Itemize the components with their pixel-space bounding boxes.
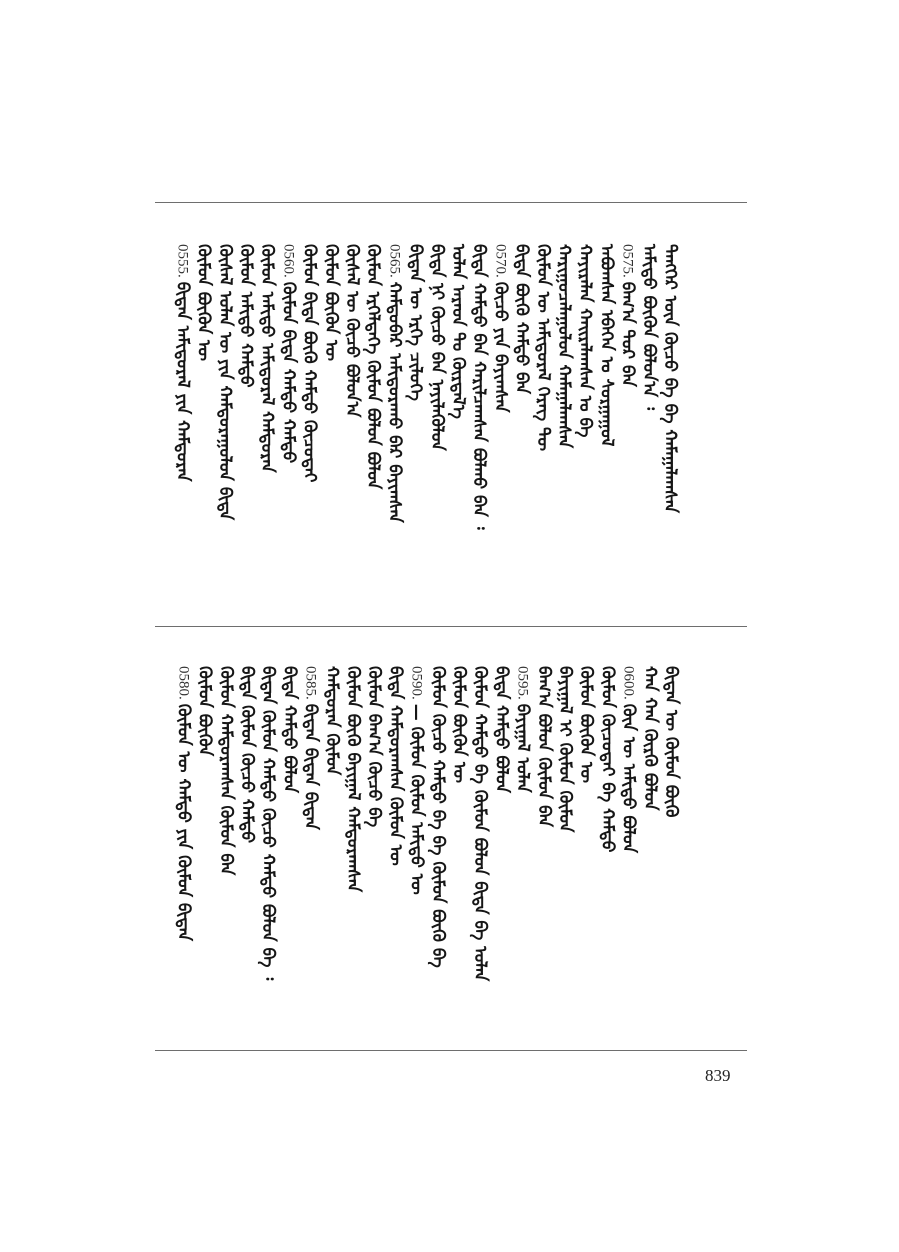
- verse-text: ᠬᠦᠮᠦᠨ ᠠᠮᠢᠳᠤ ᠠᠮᠢᠳᠤᠷᠠᠯ ᠬᠠᠮᠲᠤᠷᠠᠨ: [257, 244, 278, 473]
- line-number: 0590.: [408, 666, 425, 700]
- verse-text: ᠤᠯᠠᠨ ᠠᠷᠠᠳ ᠲᠤ ᠬᠦᠷᠲᠡᠯ᠎ᠡ: [448, 244, 468, 419]
- verse-text: ᠪᠠᠭ᠎ᠠ ᠳᠤᠷ ᠪᠠᠨ: [617, 281, 638, 387]
- verse-text: ᠬᠦᠮᠦᠨ ᠡᠷᠭᠡᠯᠳᠡᠭᠡ ᠬᠦᠮᠦᠨ ᠪᠣᠯᠤᠨ ᠪᠣᠯᠤᠨ: [363, 244, 384, 490]
- verse-text: ᠬᠠᠮᠲᠤᠪᠠᠷ ᠠᠮᠢᠳᠤᠷᠠᠬᠤ ᠪᠠᠷ ᠪᠠᠶᠢᠭᠰᠠᠨ: [384, 281, 405, 523]
- verse-text: ᠬᠦᠮᠦᠨ ᠪᠦᠬᠦᠨ ᠦ: [576, 666, 597, 784]
- verse-text: ᠪᠢᠳᠡ ᠪᠦᠬᠦ ᠬᠠᠮᠲᠤ ᠪᠡᠨ: [511, 244, 532, 394]
- verse-text: ᠪᠢᠳᠡᠨ ᠠᠮᠢᠳᠤᠷᠠᠯ ᠶᠢᠨ ᠬᠠᠮᠲᠤᠷᠠᠨ: [172, 281, 193, 482]
- middle-rule: [155, 626, 747, 627]
- verse-text: ᠬᠦᠨ ᠦ ᠠᠮᠢᠳᠤ ᠪᠣᠯᠣᠨ: [618, 703, 639, 854]
- line-number: 0555.: [174, 244, 191, 278]
- verse-text: ᠪᠢᠳᠡᠨ ᠪᠢᠳᠡᠨ ᠪᠢᠳᠡᠨ: [300, 703, 321, 830]
- line-number: 0580.: [175, 666, 192, 700]
- verse-text: ᠬᠦᠮᠦᠨ ᠪᠦᠬᠦᠨ ᠦ: [193, 244, 214, 362]
- verse-text: ᠬᠦᠮᠦᠨ ᠬᠦᠴᠦ ᠬᠠᠮᠲᠤ ᠪᠠ ᠪᠠ ᠬᠦᠮᠦᠨ ᠪᠦᠬᠦ ᠪᠠ: [427, 666, 448, 968]
- verse-text: ᠬᠦᠮᠦᠨ ᠠᠮᠢᠳᠤ ᠬᠠᠮᠲᠤ: [236, 244, 256, 388]
- verse-text: ᠬᠦᠮᠦᠨ ᠬᠠᠮᠲᠤ ᠪᠠ ᠬᠦᠮᠦᠨ ᠪᠣᠯᠣᠨ ᠪᠢᠳᠡ ᠪᠠ ᠣᠯᠠᠨ: [470, 666, 491, 982]
- verse-text: ᠬᠦᠮᠦᠨ ᠦ ᠬᠠᠮᠲᠤ ᠶᠢᠨ ᠬᠦᠮᠦᠨ ᠪᠢᠳᠡᠨ: [173, 703, 194, 942]
- verse-text: ᠬᠦᠮᠦᠨ ᠬᠠᠮᠲᠤᠷᠠᠭᠰᠠᠨ ᠬᠦᠮᠦᠨ ᠪᠠᠨ: [215, 666, 236, 876]
- verse-text: ᠬᠠᠶᠢᠷᠠᠯᠠᠨ ᠬᠠᠢᠷᠠᠯᠠᠭᠰᠠᠨ ᠤ ᠪᠠ: [575, 244, 596, 438]
- verse-text: ᠬᠦᠮᠦᠨ ᠪᠠᠭ᠎ᠠ ᠬᠦᠴᠦ ᠪᠠ: [364, 666, 385, 828]
- line-number: 0585.: [302, 666, 319, 700]
- verse-text: ᠬᠦᠮᠦᠨ ᠬᠦᠴᠦᠲᠡᠢ ᠪᠠ ᠬᠠᠮᠲᠤ: [597, 666, 618, 853]
- verse-text: ᠬᠦᠰᠡᠯ ᠦ ᠬᠦᠴᠦ ᠪᠣᠯᠤᠨ᠎ᠠ: [342, 244, 362, 418]
- verse-text: ᠪᠢᠳᠡ ᠬᠠᠮᠲᠤ ᠪᠠᠨ ᠬᠠᠷᠢᠯᠴᠠᠭᠰᠠᠨ ᠪᠣᠯᠬᠤ ᠪᠠᠨ ᠄: [469, 244, 490, 530]
- verse-text: ᠬᠦᠮᠦᠨ ᠪᠦᠬᠦ ᠪᠠᠶᠢᠭᠠᠯ ᠬᠠᠮᠲᠤᠷᠠᠭᠰᠠᠨ: [343, 666, 363, 893]
- verse-line: [169, 244, 195, 482]
- verse-text: ᠬᠦᠮᠦᠨ ᠦ ᠠᠮᠢᠳᠤᠷᠠᠯ ᠬᠡᠷᠡᠭ ᠲᠦ: [532, 244, 553, 452]
- verse-text: ᠪᠠᠶᠢᠭᠠᠯ ᠣᠯᠠᠨ: [512, 703, 533, 793]
- verse-text: ᠲᠡᠩᠭᠡᠷ ᠦᠨ ᠬᠦᠴᠦ ᠪᠠ ᠪᠠ ᠬᠠᠮᠠᠭᠠᠯᠠᠭᠰᠠᠨ: [660, 244, 680, 514]
- line-number: 0570.: [492, 244, 509, 278]
- top-rule: [155, 202, 747, 203]
- verse-text: ᠬᠦᠮᠦᠨ ᠪᠦᠬᠦᠨ ᠦ: [449, 666, 469, 784]
- bottom-rule: [155, 1050, 747, 1051]
- line-number: 0575.: [619, 244, 636, 278]
- line-number: 0600.: [620, 666, 637, 700]
- line-number: 0560.: [280, 244, 297, 278]
- verse-text: ᠪᠢᠳᠡᠨ ᠬᠦᠮᠦᠨ ᠬᠠᠮᠲᠤ ᠬᠦᠴᠦ ᠬᠠᠮᠲᠤ ᠪᠣᠯᠣᠨ ᠪᠠ ᠄: [258, 666, 279, 981]
- verse-text: ᠪᠢᠳᠡ ᠬᠠᠮᠲᠤᠷᠠᠭᠰᠠᠨ ᠬᠦᠮᠦᠨ ᠦ: [385, 666, 406, 866]
- verse-text: ᠪᠢᠳᠡᠨ ᠦ ᠬᠦᠮᠦᠨ ᠪᠦᠬᠦ: [661, 666, 681, 818]
- verse-text: ᠠᠮᠢᠳᠤ ᠪᠦᠬᠦᠨ ᠪᠣᠯᠤᠨ᠎ᠠ ᠄: [638, 244, 659, 410]
- verse-text: ᠬᠦᠴᠦ ᠶᠢᠨ ᠪᠠᠶᠢᠭᠰᠠᠨ: [490, 281, 511, 413]
- verse-text: ᠬᠠᠨ ᠬᠠᠨ ᠬᠦᠷᠬᠦ ᠪᠣᠯᠣᠨ: [639, 666, 660, 811]
- verse-text: ᠪᠢᠳᠡ ᠬᠠᠮᠲᠤ ᠪᠣᠯᠣᠨ: [279, 666, 300, 794]
- verse-text: ᠬᠠᠷᠢᠭᠤᠴᠠᠯᠠᠭᠤᠯᠤᠨ ᠬᠠᠮᠠᠭᠠᠯᠠᠭᠰᠠᠨ: [554, 244, 574, 449]
- verse-text: — ᠬᠦᠮᠦᠨ ᠬᠦᠮᠦᠨ ᠠᠮᠢᠳᠤ ᠦ: [406, 703, 427, 895]
- verse-text: ᠠᠪᠤᠭᠰᠠᠨ ᠡᠪᠡᠭᠡᠨ ᠤ ᠰᠤᠷᠭᠠᠭᠤᠯ: [596, 244, 617, 447]
- verse-text: ᠬᠦᠮᠦᠨ ᠪᠢᠳᠡ ᠪᠦᠬᠦ ᠬᠠᠮᠲᠤ ᠬᠦᠴᠦᠲᠡᠢ: [299, 244, 320, 483]
- line-number: 0565.: [386, 244, 403, 278]
- verse-text: ᠬᠦᠮᠦᠨ ᠪᠦᠬᠦᠨ ᠦ: [320, 244, 341, 362]
- verse-text: ᠪᠢᠳᠡᠨ ᠦ ᠡᠷᠬᠡ ᠴᠢᠯᠥᠭᠡ: [405, 244, 426, 401]
- verse-text: ᠪᠢᠳᠡ ᠨᠢ ᠬᠦᠴᠦ ᠪᠡᠨ ᠨᠡᠶᠢᠯᠡᠭᠦᠯᠦᠨ: [426, 244, 447, 451]
- verse-text: ᠪᠠᠭ᠎ᠠ ᠪᠣᠯᠣᠨ ᠬᠦᠮᠦᠨ ᠪᠠᠨ: [533, 666, 554, 827]
- page-number: 839: [705, 1066, 731, 1085]
- verse-text: ᠬᠠᠮᠲᠤᠷᠠᠨ ᠬᠦᠮᠦᠨ: [321, 666, 342, 776]
- verse-text: ᠬᠦᠮᠦᠨ ᠪᠦᠬᠦᠨ: [194, 666, 215, 757]
- verse-text: ᠪᠠᠶᠢᠭᠠᠯ ᠢ ᠬᠦᠮᠦᠨ ᠬᠦᠮᠦᠨ: [555, 666, 575, 833]
- verse-text: ᠪᠢᠳᠡ ᠬᠠᠮᠲᠤ ᠪᠣᠯᠣᠨ: [491, 666, 512, 794]
- verse-text: ᠬᠦᠰᠡᠯ ᠣᠯᠠᠨ ᠦ ᠶᠢᠨ ᠬᠠᠮᠲᠤᠷᠠᠭᠤᠯᠤᠨ ᠪᠢᠳᠡ: [214, 244, 235, 521]
- verse-line: [170, 666, 196, 941]
- verse-text: ᠬᠦᠮᠦᠨ ᠪᠢᠳᠡ ᠬᠠᠮᠲᠤ ᠬᠠᠮᠲᠤ: [278, 281, 299, 464]
- line-number: 0595.: [514, 666, 531, 700]
- verse-text: ᠪᠢᠳᠡ ᠬᠦᠮᠦᠨ ᠬᠦᠴᠦ ᠬᠠᠮᠲᠤ: [237, 666, 257, 844]
